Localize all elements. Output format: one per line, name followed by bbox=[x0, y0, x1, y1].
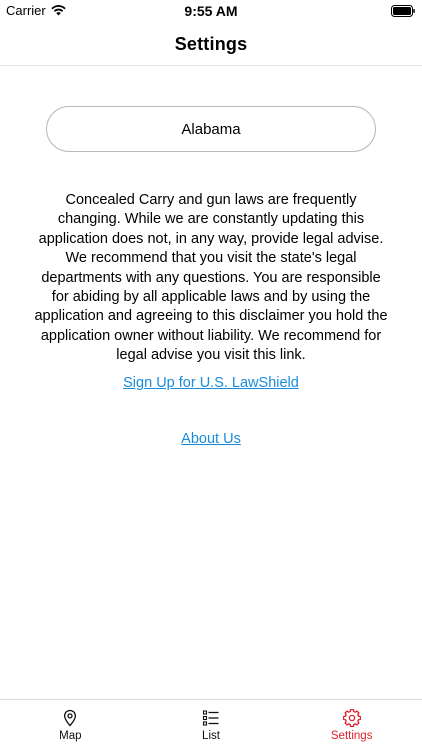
tab-settings[interactable] bbox=[281, 700, 422, 750]
status-time: 9:55 AM bbox=[184, 3, 238, 19]
gear-icon bbox=[343, 709, 361, 727]
lawshield-link[interactable]: Sign Up for U.S. LawShield bbox=[123, 375, 299, 391]
state-picker-label: Alabama bbox=[181, 120, 241, 138]
tab-bar bbox=[0, 699, 422, 750]
map-pin-icon bbox=[61, 709, 79, 727]
page-title: Settings bbox=[174, 34, 248, 54]
tab-list-label: List bbox=[202, 730, 220, 742]
status-bar bbox=[0, 0, 422, 24]
tab-map[interactable] bbox=[0, 700, 141, 750]
list-icon bbox=[202, 709, 220, 727]
about-us-link[interactable]: About Us bbox=[181, 431, 241, 447]
disclaimer-text: Concealed Carry and gun laws are frequently changing. While we are constantly updating this application does not, in any way, provide legal advise. We recommend that you visit the state's legal departments with any questions. You are responsible for abiding by all applicable laws and by using the application and agreeing to this disclaimer you hold the application owner without liability. We recommend for legal advise you visit this link. bbox=[34, 192, 388, 364]
tab-list[interactable] bbox=[141, 700, 282, 750]
tab-settings-label: Settings bbox=[330, 730, 373, 742]
state-picker-button[interactable] bbox=[46, 106, 376, 152]
tab-map-label: Map bbox=[59, 730, 82, 742]
battery-icon bbox=[391, 5, 415, 17]
carrier-label: Carrier bbox=[6, 3, 46, 18]
nav-bar bbox=[0, 24, 422, 66]
